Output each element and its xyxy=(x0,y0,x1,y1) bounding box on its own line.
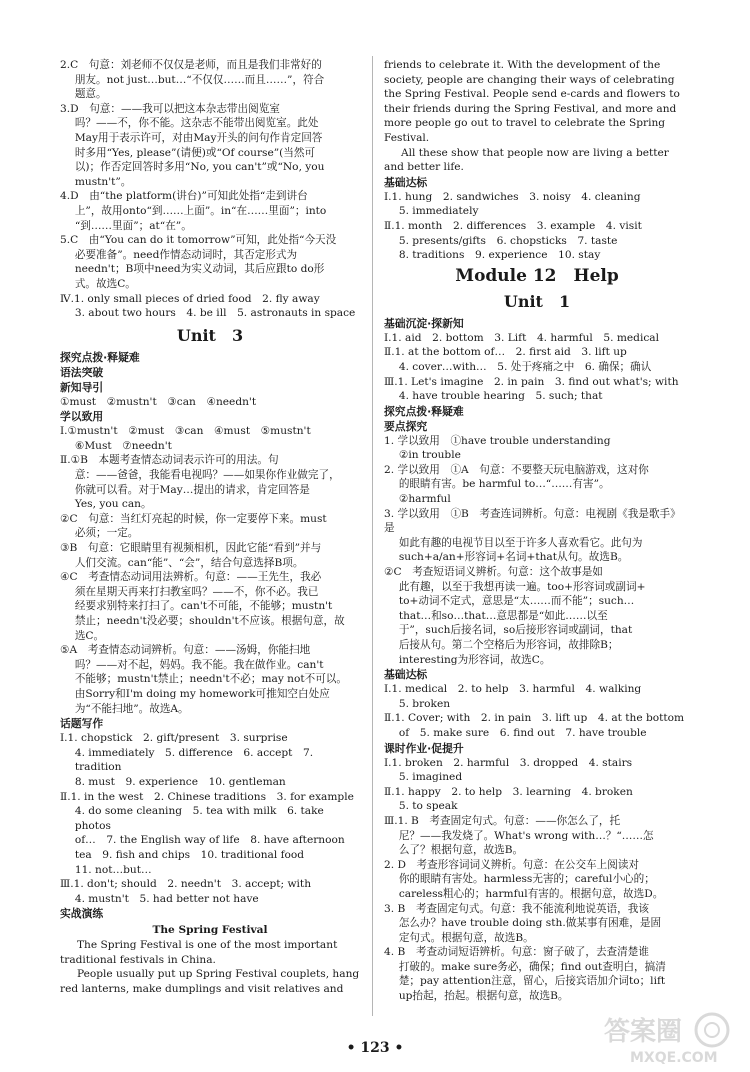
answer-line: interesting为形容词，故选C。 xyxy=(398,653,551,666)
answer-line: 4. B 考查动词短语辨析。句意：窗子破了，去查清楚谁 xyxy=(384,946,649,959)
answer-line: 以)；作否定回答时多用“No, you can't”或“No, you xyxy=(74,161,325,174)
answer-line: 1. 学以致用 ①have trouble understanding xyxy=(384,434,611,447)
answer-line: ②C 句意：当红灯亮起的时候，你一定要停下来。must xyxy=(60,512,327,525)
article-paragraph: The Spring Festival is one of the most important traditional festivals in China. xyxy=(60,939,338,966)
section-heading: 实战演练 xyxy=(60,907,104,921)
section-heading: 基础沉淀·探新知 xyxy=(384,316,464,330)
answer-line: Ⅱ.1. month 2. differences 3. example 4. visit xyxy=(384,219,642,232)
section-heading: 要点探究 xyxy=(384,419,428,433)
section-heading: 新知导引 xyxy=(60,380,104,394)
answer-line: 3.D 句意：——我可以把这本杂志带出阅览室 xyxy=(60,102,280,115)
answer-line: 定句式。根据句意，故选B。 xyxy=(398,931,534,944)
watermark-brand: 答案圈 xyxy=(604,1017,683,1047)
answer-line: 由Sorry和I'm doing my homework可推知空白处应 xyxy=(74,687,330,700)
section-heading: 探究点拨·释疑难 xyxy=(60,350,140,364)
answer-line: ②in trouble xyxy=(398,449,461,462)
answer-line: 4. have trouble hearing 5. such; that xyxy=(398,390,603,403)
answer-line: 吗？——不，你不能。这杂志不能带出阅览室。此处 xyxy=(74,117,319,130)
answer-line: ④C 考查情态动词用法辨析。句意：——王先生，我必 xyxy=(60,571,322,584)
answer-line: 的眼睛有害。be harmful to…“……有害”。 xyxy=(398,478,610,491)
answer-line: friends to celebrate it. With the development of the society, people are changing their ways of celebrating the Spring Festival. People send e-cards and flowers to their friends during the Spring Festival, and more and more people go out to travel to celebrate the Spring Festival. xyxy=(384,59,680,144)
page-number: • 123 • xyxy=(346,1040,404,1056)
answer-line: needn't；B项中need为实义动词，其后应跟to do形 xyxy=(74,263,325,276)
column-divider xyxy=(372,56,373,1016)
answer-line: Ⅱ.1. Cover; with 2. in pain 3. lift up 4. at the bottom xyxy=(384,712,685,725)
answer-line: 如此有趣的电视节目以至于许多人喜欢看它。此句为 xyxy=(398,536,643,549)
answer-line: 你的眼睛有害处。harmless无害的；careful小心的； xyxy=(398,873,655,886)
answer-line: 经要求别特来打扫了。can't不可能，不能够；mustn't xyxy=(74,600,333,613)
answer-line: Ⅰ.①mustn't ②must ③can ④must ⑤mustn't xyxy=(60,425,311,438)
answer-line: 朋友。not just…but…“不仅仅……而且……”，符合 xyxy=(74,73,325,86)
section-heading: 基础达标 xyxy=(384,668,428,682)
watermark-site: MXQE.COM xyxy=(630,1050,718,1066)
answer-line: of 5. make sure 6. find out 7. have trouble xyxy=(398,726,647,739)
answer-line: Ⅰ.1. chopstick 2. gift/present 3. surprise xyxy=(60,732,288,745)
section-heading: 话题写作 xyxy=(60,717,104,731)
answer-line: 楚；pay attention注意，留心，后接宾语加介词to；lift xyxy=(398,975,666,988)
answer-line: Ⅰ.1. broken 2. harmful 3. dropped 4. stairs xyxy=(384,756,633,769)
answer-line: 禁止；needn't没必要；shouldn't不应该。根据句意，故 xyxy=(74,615,345,627)
answer-line: 3. B 考查固定句式。句意：我不能流利地说英语，我该 xyxy=(384,902,649,915)
answer-line: May用于表示许可，对由May开头的问句作肯定回答 xyxy=(74,131,323,144)
answer-line: 5. imagined xyxy=(398,771,463,784)
answer-line: ⑤A 考查情态动词辨析。句意：——汤姆，你能扫地 xyxy=(60,644,311,657)
module-heading: Module 12 Help xyxy=(455,265,619,286)
answer-line: Ⅱ.1. at the bottom of… 2. first aid 3. lift up xyxy=(384,346,627,359)
answer-line: 5. broken xyxy=(398,697,451,710)
section-heading: 课时作业·促提升 xyxy=(384,741,464,755)
answer-line: 上”，故用onto“到……上面”。in“在……里面”；into xyxy=(74,204,327,217)
answer-line: 么了？根据句意，故选B。 xyxy=(398,844,524,857)
answer-line: tea 9. fish and chips 10. traditional food xyxy=(74,848,305,861)
answer-line: 意：——爸爸，我能看电视吗？——如果你作业做完了， xyxy=(74,469,340,482)
answer-line: 4. immediately 5. difference 6. accept 7. tradition xyxy=(74,746,314,774)
answer-line: 2.C 句意：刘老师不仅仅是老师，而且是我们非常好的 xyxy=(60,59,322,71)
answer-line: 11. not…but… xyxy=(74,863,152,876)
article-paragraph: All these show that people now are living a better and better life. xyxy=(384,146,669,174)
section-heading: 语法突破 xyxy=(60,365,104,379)
answer-line: 5.C 由“You can do it tomorrow”可知，此处指“今天没 xyxy=(60,234,337,247)
answer-line: 不能够；mustn't禁止；needn't不必；may not不可以。 xyxy=(74,673,348,686)
answer-line: Ⅱ.1. happy 2. to help 3. learning 4. broken xyxy=(384,785,633,798)
answer-line: “到……里面”；at“在”。 xyxy=(74,219,192,232)
answer-line: 为“不能扫地”。故选A。 xyxy=(74,702,189,715)
answer-line: 式。故选C。 xyxy=(74,277,136,290)
answer-line: such+a/an+形容词+名词+that从句。故选B。 xyxy=(398,551,629,564)
answer-line: Ⅳ.1. only small pieces of dried food 2. fly away xyxy=(60,292,320,305)
answer-line: 必须；一定。 xyxy=(74,527,139,540)
answer-line: 4. mustn't 5. had better not have xyxy=(74,892,259,905)
answer-line: ③B 句意：它眼睛里有视频相机，因此它能“看到”并与 xyxy=(60,542,322,555)
answer-line: to+动词不定式，意思是“太……而不能”；such… xyxy=(398,595,635,608)
answer-line: 2. 学以致用 ①A 句意：不要整天玩电脑游戏，这对你 xyxy=(384,463,649,476)
answer-line: 人们交流。can“能”、“会”，结合句意选择B项。 xyxy=(74,556,304,569)
answer-line: 5. immediately xyxy=(398,205,479,218)
answer-line: 4. do some cleaning 5. tea with milk 6. take photos xyxy=(74,805,324,832)
answer-line: 此有趣，以至于我想再读一遍。too+形容词或副词+ xyxy=(398,580,646,593)
section-heading: 基础达标 xyxy=(384,175,428,189)
answer-line: ⑥Must ⑦needn't xyxy=(74,439,172,452)
unit-heading: Unit 3 xyxy=(176,325,244,345)
watermark-logo xyxy=(600,1008,732,1066)
answer-line: 尼？——我发烧了。What's wrong with…？“……怎 xyxy=(398,829,654,842)
scan-header-strip xyxy=(430,6,630,14)
answer-line: 吗？——对不起，妈妈。我不能。我在做作业。can't xyxy=(74,658,324,671)
answer-line: 4. cover…with… 5. 处于疼痛之中 6. 确保；确认 xyxy=(398,360,652,373)
answer-line: 3. 学以致用 ①B 考查连词辨析。句意：电视剧《我是歌手》是 xyxy=(384,507,681,535)
answer-line: 你就可以看。对于May…提出的请求，肯定回答是 xyxy=(74,483,310,496)
answer-line: mustn't”。 xyxy=(74,175,132,188)
answer-line: up抬起，抬起。根据句意，故选B。 xyxy=(398,990,569,1003)
answer-line: 8. traditions 9. experience 10. stay xyxy=(398,249,601,262)
answer-line: Ⅰ.1. hung 2. sandwiches 3. noisy 4. cleaning xyxy=(384,190,641,203)
answer-line: Ⅰ.1. medical 2. to help 3. harmful 4. walking xyxy=(384,683,642,696)
answer-line: 5. presents/gifts 6. chopsticks 7. taste xyxy=(398,234,618,247)
answer-line: Yes, you can。 xyxy=(74,498,152,511)
answer-line: 于”，such后接名词，so后接形容词或副词，that xyxy=(398,624,633,637)
answer-line: Ⅰ.1. aid 2. bottom 3. Lift 4. harmful 5. medical xyxy=(384,331,659,344)
answer-line: 后接从句。第二个空格后为形容词，故排除B； xyxy=(398,639,619,651)
answer-line: ②C 考查短语词义辨析。句意：这个故事是如 xyxy=(384,566,603,579)
answer-line: 打破的。make sure务必，确保；find out查明白，搞清 xyxy=(398,960,666,973)
answer-line: 须在星期天再来打扫教室吗？——不，你不必。我已 xyxy=(74,585,319,598)
answer-line: careless粗心的；harmful有害的。根据句意，故选D。 xyxy=(398,887,664,900)
answer-line: of… 7. the English way of life 8. have afternoon xyxy=(74,834,345,847)
answer-line: Ⅲ.1. don't; should 2. needn't 3. accept; with xyxy=(60,878,312,891)
answer-line: 5. to speak xyxy=(398,800,458,813)
article-title: The Spring Festival xyxy=(152,924,268,937)
answer-line: Ⅱ.1. in the west 2. Chinese traditions 3. for example xyxy=(60,790,354,803)
answer-line: 题意。 xyxy=(74,88,107,101)
answer-line: Ⅲ.1. Let's imagine 2. in pain 3. find out what's; with xyxy=(384,375,679,388)
answer-line: 怎么办？have trouble doing sth.做某事有困难，是固 xyxy=(398,917,662,930)
answer-line: 2. D 考查形容词词义辨析。句意：在公交车上阅读对 xyxy=(384,858,640,871)
unit-heading: Unit 1 xyxy=(503,291,571,311)
section-heading: 学以致用 xyxy=(60,410,104,424)
right-column xyxy=(384,58,690,1004)
answer-line: Ⅱ.①B 本题考查情态动词表示许可的用法。句 xyxy=(60,454,279,467)
answer-line: 3. about two hours 4. be ill 5. astronauts in space xyxy=(74,307,356,320)
answer-line: that…和so…that…意思都是“如此……以至 xyxy=(398,609,608,622)
answer-line: 8. must 9. experience 10. gentleman xyxy=(74,775,286,788)
answer-line: ①must ②mustn't ③can ④needn't xyxy=(60,395,257,408)
article-paragraph: People usually put up Spring Festival couplets, hang red lanterns, make dumplings and visit relatives and xyxy=(60,968,360,996)
answer-line: ②harmful xyxy=(398,493,451,506)
left-column xyxy=(60,58,360,997)
answer-line: 选C。 xyxy=(74,629,105,642)
answer-line: 4.D 由“the platform(讲台)”可知此处指“走到讲台 xyxy=(60,190,308,203)
answer-line: 必要准备”。need作情态动词时，其否定形式为 xyxy=(74,248,298,261)
section-heading: 探究点拨·释疑难 xyxy=(384,404,464,418)
answer-line: 时多用“Yes, please”(请便)或“Of course”(当然可 xyxy=(74,146,316,159)
answer-line: Ⅲ.1. B 考查固定句式。句意：——你怎么了，托 xyxy=(384,814,621,827)
